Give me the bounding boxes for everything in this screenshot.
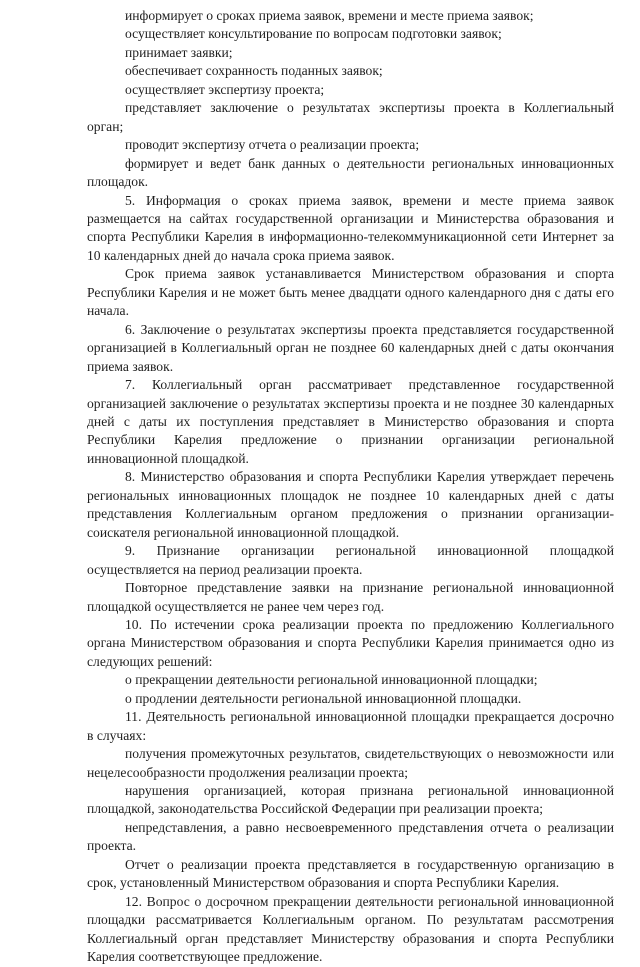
paragraph-clause-7: 7. Коллегиальный орган рассматривает представленное государственной организацией заключение о результатах экспертизы проекта и не позднее 30 календарных дней с даты их поступления представляет в Министерство образования и спорта Республики Карелия предложение о признании организации региональной инновационной площадкой. [87,377,614,466]
paragraph-clause-5: 5. Информация о сроках приема заявок, времени и месте приема заявок размещается на сайтах государственной организации и Министерства образования и спорта Республики Карелия в информационно-телекоммуникационной сети Интернет за 10 календарных дней до начала срока приема заявок. [87,192,614,263]
paragraph-submits-conclusion: представляет заключение о результатах экспертизы проекта в Коллегиальный орган; [87,100,614,134]
paragraph-consulting: осуществляет консультирование по вопросам подготовки заявок; [125,26,502,42]
paragraph-repeat-application: Повторное представление заявки на признание региональной инновационной площадкой осуществляется не ранее чем через год. [87,580,614,614]
paragraph-informs-deadlines: информирует о сроках приема заявок, времени и месте приема заявок; [125,8,534,23]
paragraph-case-results: получения промежуточных результатов, свидетельствующих о невозможности или нецелесообразности продолжения реализации проекта; [87,746,614,780]
paragraph-project-expertise: осуществляет экспертизу проекта; [125,81,325,97]
paragraph-report-expertise: проводит экспертизу отчета о реализации проекта; [125,137,420,153]
paragraph-clause-10: 10. По истечении срока реализации проекта по предложению Коллегиального органа Министерством образования и спорта Республики Карелия принимается одно из следующих решений: [87,616,614,669]
paragraph-case-no-report: непредставления, а равно несвоевременного представления отчета о реализации проекта. [87,819,614,854]
paragraph-application-period: Срок приема заявок устанавливается Министерством образования и спорта Республики Карелия и не может быть менее двадцати одного календарного дня с даты его начала. [87,266,614,319]
paragraph-safekeeping: обеспечивает сохранность поданных заявок; [125,63,383,79]
paragraph-case-violation: нарушения организацией, которая признана региональной инновационной площадкой, законодательства Российской Федерации при реализации проекта; [87,783,614,817]
paragraph-clause-11: 11. Деятельность региональной инновационной площадки прекращается досрочно в случаях: [87,709,614,743]
paragraph-clause-6: 6. Заключение о результатах экспертизы проекта представляется государственной организацией в Коллегиальный орган не позднее 60 календарных дней с даты окончания приема заявок. [87,321,614,374]
paragraph-clause-12: 12. Вопрос о досрочном прекращении деятельности региональной инновационной площадки рассматривается Коллегиальным органом. По результатам рассмотрения Коллегиальный орган представляет Министерству образования и спорта Республики Карелия соответствующее предложение. [87,893,614,965]
paragraph-clause-8: 8. Министерство образования и спорта Республики Карелия утверждает перечень региональных инновационных площадок не позднее 10 календарных дней с даты представления Коллегиальным органом предложения о признании организации-соискателя региональной инновационной площадкой. [87,469,614,540]
paragraph-clause-9: 9. Признание организации региональной инновационной площадкой осуществляется на период реализации проекта. [87,543,614,577]
paragraph-accepts-applications: принимает заявки; [125,44,233,60]
paragraph-report-submission: Отчет о реализации проекта представляется в государственную организацию в срок, установленный Министерством образования и спорта Республики Карелия. [87,856,614,891]
paragraph-data-bank: формирует и ведет банк данных о деятельности региональных инновационных площадок. [87,155,614,190]
paragraph-decision-terminate: о прекращении деятельности региональной инновационной площадки; [125,672,538,688]
paragraph-decision-extend: о продлении деятельности региональной инновационной площадки. [125,690,522,706]
